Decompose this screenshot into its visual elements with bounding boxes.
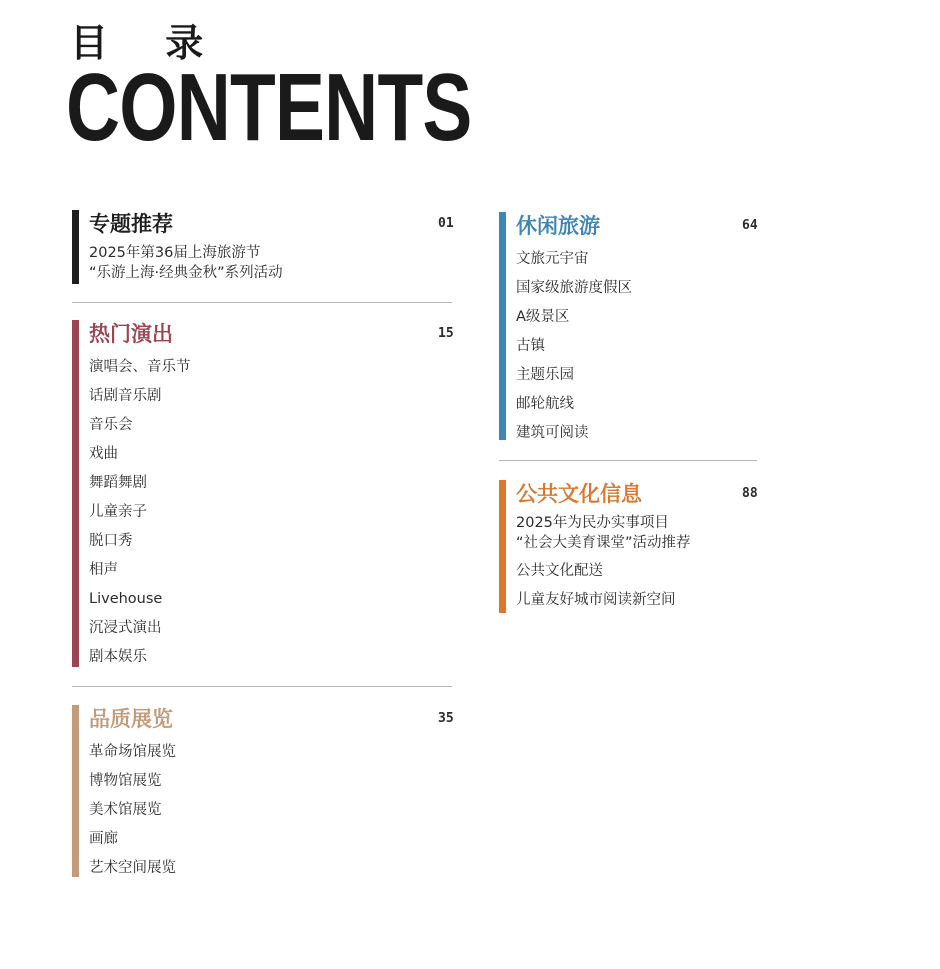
list-item[interactable]: 美术馆展览: [89, 802, 162, 818]
section-accent-bar: [72, 705, 79, 877]
section-accent-bar: [499, 480, 506, 613]
page-title-chinese: 目 录: [70, 21, 226, 65]
section-page-number: 64: [742, 218, 758, 233]
list-item[interactable]: 博物馆展览: [89, 773, 162, 789]
divider: [499, 460, 757, 461]
list-item[interactable]: 相声: [89, 562, 118, 578]
section-title[interactable]: 休闲旅游: [516, 214, 600, 238]
list-item[interactable]: 演唱会、音乐节: [89, 359, 191, 375]
list-item[interactable]: 音乐会: [89, 417, 133, 433]
list-item[interactable]: “乐游上海·经典金秋”系列活动: [89, 265, 283, 281]
list-item[interactable]: 2025年第36届上海旅游节: [89, 245, 261, 261]
section-title[interactable]: 热门演出: [89, 322, 173, 346]
section-title[interactable]: 品质展览: [89, 707, 173, 731]
list-item[interactable]: 舞蹈舞剧: [89, 475, 147, 491]
divider: [72, 302, 452, 303]
list-item[interactable]: 艺术空间展览: [89, 860, 176, 876]
list-item[interactable]: 革命场馆展览: [89, 744, 176, 760]
section-special: [72, 210, 452, 284]
list-item[interactable]: 画廊: [89, 831, 118, 847]
section-accent-bar: [499, 212, 506, 440]
list-item[interactable]: 戏曲: [89, 446, 118, 462]
list-item[interactable]: “社会大美育课堂”活动推荐: [516, 535, 691, 551]
list-item[interactable]: 古镇: [516, 338, 545, 354]
list-item[interactable]: 沉浸式演出: [89, 620, 162, 636]
divider: [72, 686, 452, 687]
section-performance: [72, 320, 452, 667]
section-page-number: 35: [438, 711, 454, 726]
page-title-english: CONTENTS: [66, 54, 472, 161]
list-item[interactable]: Livehouse: [89, 591, 163, 607]
section-title[interactable]: 专题推荐: [89, 212, 173, 236]
list-item[interactable]: 建筑可阅读: [516, 425, 589, 441]
section-public-culture: [499, 480, 757, 613]
list-item[interactable]: 儿童友好城市阅读新空间: [516, 592, 676, 608]
list-item[interactable]: 脱口秀: [89, 533, 133, 549]
section-accent-bar: [72, 320, 79, 667]
list-item[interactable]: 剧本娱乐: [89, 649, 147, 665]
section-exhibition: [72, 705, 452, 877]
list-item[interactable]: 邮轮航线: [516, 396, 574, 412]
list-item[interactable]: A级景区: [516, 309, 570, 325]
list-item[interactable]: 文旅元宇宙: [516, 251, 589, 267]
section-title[interactable]: 公共文化信息: [516, 482, 642, 506]
section-accent-bar: [72, 210, 79, 284]
list-item[interactable]: 公共文化配送: [516, 563, 603, 579]
section-leisure: [499, 212, 757, 440]
section-page-number: 15: [438, 326, 454, 341]
section-page-number: 88: [742, 486, 758, 501]
list-item[interactable]: 话剧音乐剧: [89, 388, 162, 404]
section-page-number: 01: [438, 216, 454, 231]
list-item[interactable]: 国家级旅游度假区: [516, 280, 632, 296]
list-item[interactable]: 2025年为民办实事项目: [516, 515, 669, 531]
list-item[interactable]: 儿童亲子: [89, 504, 147, 520]
list-item[interactable]: 主题乐园: [516, 367, 574, 383]
